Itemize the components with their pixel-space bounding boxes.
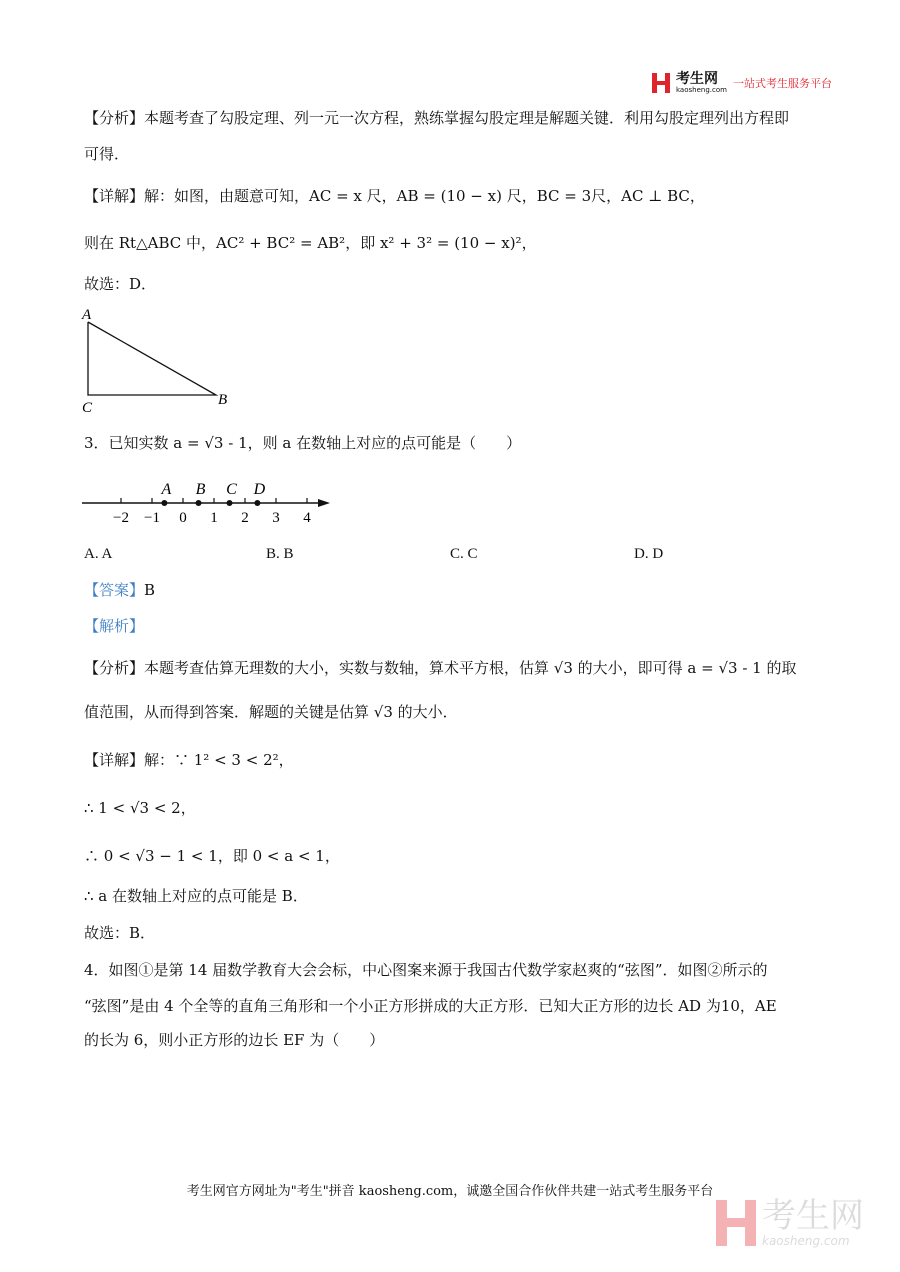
tick-label: 1 bbox=[210, 510, 218, 526]
q4-line2: “弦图”是由 4 个全等的直角三角形和一个小正方形拼成的大正方形．已知大正方形的边长 AD 为10，AE bbox=[84, 997, 777, 1015]
point-B bbox=[196, 500, 202, 506]
q3-question: 3．已知实数 a = √3 - 1，则 a 在数轴上对应的点可能是（ ） bbox=[84, 434, 522, 452]
point-label: A bbox=[161, 481, 172, 498]
watermark bbox=[716, 1198, 864, 1248]
footer-text: 考生网官方网址为"考生"拼音 kaosheng.com，诚邀全国合作伙伴共建一站式考生服务平台 bbox=[186, 1184, 714, 1199]
answer-tag: 【答案】 bbox=[84, 581, 145, 599]
watermark-logo-icon bbox=[716, 1200, 756, 1246]
point-label: B bbox=[195, 481, 206, 498]
q3-detail: 【详解】解：∵ 1² < 3 < 2²， bbox=[84, 751, 294, 769]
triangle-figure bbox=[76, 304, 236, 416]
option-b: B. B bbox=[266, 546, 294, 562]
q3-step3: ∴ a 在数轴上对应的点可能是 B． bbox=[84, 887, 308, 905]
q3-step2: ∴ 0 < √3 − 1 < 1，即 0 < a < 1， bbox=[84, 847, 340, 865]
label-B: B bbox=[218, 392, 228, 408]
watermark-text: 考生网 bbox=[762, 1196, 864, 1236]
axis-arrow bbox=[318, 499, 330, 507]
tick-label: 0 bbox=[179, 510, 187, 526]
q3-step1: ∴ 1 < √3 < 2， bbox=[84, 799, 196, 817]
tick-label: −1 bbox=[144, 510, 160, 526]
point-label: D bbox=[253, 481, 266, 498]
q2-detail: 【详解】解：如图，由题意可知，AC = x 尺，AB = (10 − x) 尺，BC = 3尺，AC ⊥ BC， bbox=[84, 187, 705, 205]
explain-tag: 【解析】 bbox=[84, 617, 145, 635]
watermark-sub: kaosheng.com bbox=[762, 1234, 850, 1248]
slogan: 一站式考生服务平台 bbox=[732, 77, 832, 90]
logo-sub: kaosheng.com bbox=[676, 86, 727, 94]
tick-label: 4 bbox=[303, 510, 311, 526]
tick-label: −2 bbox=[113, 510, 129, 526]
answer-value: B bbox=[144, 581, 156, 599]
number-line bbox=[0, 470, 360, 530]
header-logo bbox=[652, 72, 832, 94]
q2-analysis: 【分析】本题考查了勾股定理、列一元一次方程，熟练掌握勾股定理是解题关键．利用勾股定理列出方程即 bbox=[84, 109, 790, 127]
point-A bbox=[161, 500, 167, 506]
label-C: C bbox=[82, 400, 93, 416]
option-c: C. C bbox=[450, 546, 478, 562]
tick-label: 2 bbox=[241, 510, 249, 526]
q4-line3: 的长为 6，则小正方形的边长 EF 为（ ） bbox=[84, 1031, 385, 1049]
q3-choose: 故选：B． bbox=[84, 924, 156, 942]
kaosheng-logo-icon bbox=[652, 73, 670, 93]
label-A: A bbox=[82, 307, 92, 323]
q2-detail-cont: 则在 Rt△ABC 中，AC² + BC² = AB²，即 x² + 3² = (10 − x)²， bbox=[84, 234, 537, 252]
q3-analysis-cont: 值范围，从而得到答案．解题的关键是估算 √3 的大小． bbox=[84, 703, 458, 721]
point-D bbox=[254, 500, 260, 506]
option-a: A. A bbox=[84, 546, 113, 562]
q2-analysis-cont: 可得． bbox=[84, 145, 130, 163]
logo-text: 考生网 bbox=[676, 71, 718, 87]
option-d: D. D bbox=[634, 546, 664, 562]
q4-line1: 4．如图①是第 14 届数学教育大会会标，中心图案来源于我国古代数学家赵爽的“弦图”．如图②所示的 bbox=[84, 961, 768, 979]
q2-choose: 故选：D． bbox=[84, 275, 157, 293]
tick-label: 3 bbox=[272, 510, 280, 526]
point-label: C bbox=[226, 481, 237, 498]
point-C bbox=[227, 500, 233, 506]
q3-analysis: 【分析】本题考查估算无理数的大小，实数与数轴，算术平方根，估算 √3 的大小，即可得 a = √3 - 1 的取 bbox=[84, 659, 797, 677]
